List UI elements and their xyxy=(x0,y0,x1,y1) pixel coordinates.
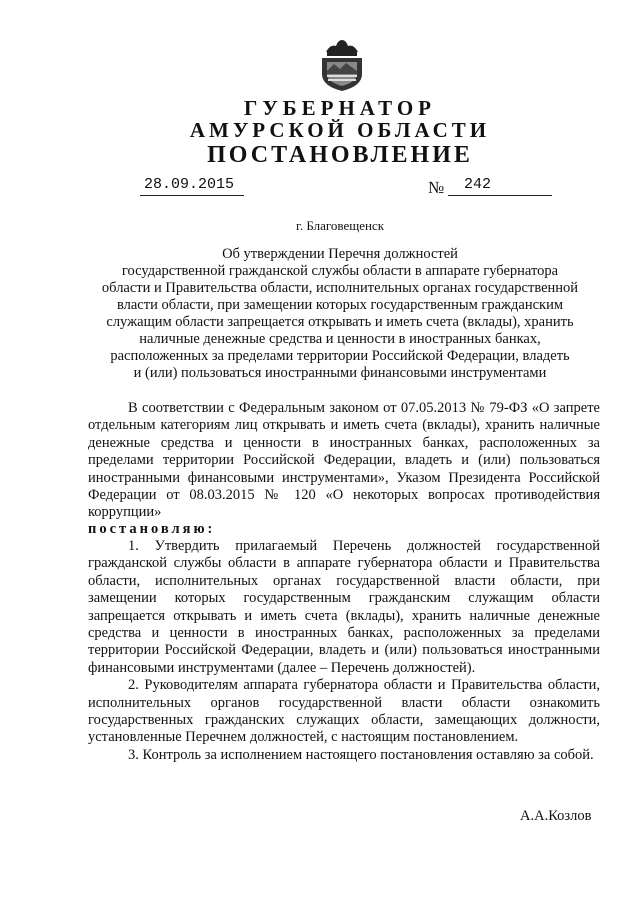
preamble-section xyxy=(88,400,600,522)
decree-item-1: 1. Утвердить прилагаемый Перечень должностей государственной гражданской службы области в аппарате губернатора области и Правительства области, исполнительных органах государственной власти области, при замещении которых государственным гражданским служащим области запрещается открывать и иметь счета (вклады), хранить наличные денежные средства и ценности в иностранных банках, расположенных за пределами территории Российской Федерации, владеть и (или) пользоваться иностранными финансовыми инструментами (далее – Перечень должностей). xyxy=(88,538,600,676)
signature: А.А.Козлов xyxy=(520,808,592,824)
document-date: 28.09.2015 xyxy=(144,176,235,193)
title-line: Об утверждении Перечня должностей xyxy=(222,246,458,262)
decree-word: постановляю: xyxy=(88,521,216,537)
title-line: расположенных за пределами территории Российской Федерации, владеть xyxy=(110,348,570,364)
title-line: области и Правительства области, исполнительных органах государственной xyxy=(101,280,579,296)
number-label: № xyxy=(428,178,445,197)
city-name: г. Благовещенск xyxy=(295,218,385,233)
title-line: служащим области запрещается открывать и иметь счета (вклады), хранить xyxy=(106,314,574,330)
title-line: и (или) пользоваться иностранными финансовыми инструментами xyxy=(133,365,547,381)
header-region: АМУРСКОЙ ОБЛАСТИ xyxy=(189,118,491,142)
title-line: государственной гражданской службы области в аппарате губернатора xyxy=(121,263,559,279)
preamble-paragraph: В соответствии с Федеральным законом от 07.05.2013 № 79-ФЗ «О запрете отдельным категориям лиц открывать и иметь счета (вклады), хранить наличные денежные средства и ценности в иностранных банках, расположенных за пределами территории Российской Федерации, владеть и (или) пользоваться иностранными финансовыми инструментами», Указом Президента Российской Федерации от 08.03.2015 № 120 «О некоторых вопросах противодействия коррупции» xyxy=(88,400,600,521)
document-title xyxy=(80,246,600,382)
header-title: ГУБЕРНАТОР xyxy=(243,96,437,120)
decree-items xyxy=(88,538,600,764)
document-type: ПОСТАНОВЛЕНИЕ xyxy=(207,142,473,168)
document-number: 242 xyxy=(464,176,492,193)
title-line: власти области, при замещении которых государственным гражданским xyxy=(116,297,564,313)
title-line: наличные денежные средства и ценности в иностранных банках, xyxy=(139,331,541,347)
decree-item-3: 3. Контроль за исполнением настоящего постановления оставляю за собой. xyxy=(128,746,594,763)
document-date-field xyxy=(140,176,244,196)
coat-of-arms-emblem xyxy=(318,38,366,92)
decree-item-2: 2. Руководителям аппарата губернатора области и Правительства области, исполнительных органов государственной власти области ознакомить государственных гражданских служащих области, замещающих должности, установленные Перечнем должностей, с настоящим постановлением. xyxy=(88,677,600,746)
document-number-field xyxy=(448,176,552,196)
